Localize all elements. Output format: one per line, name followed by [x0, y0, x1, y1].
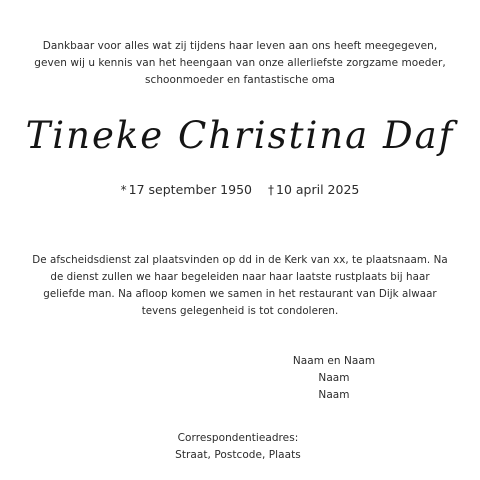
service-line: de dienst zullen we haar begeleiden naar haar laatste rustplaats bij haar: [50, 271, 430, 283]
signer-name: Naam en Naam: [292, 355, 376, 367]
correspondence-address: [168, 430, 308, 464]
correspondence-value: Straat, Postcode, Plaats: [175, 449, 301, 461]
signer-name: Naam: [318, 389, 350, 401]
death-date: 10 april 2025: [276, 182, 360, 197]
life-dates: [0, 181, 480, 199]
intro-line: schoonmoeder en fantastische oma: [145, 74, 335, 86]
service-line: tevens gelegenheid is tot condoleren.: [141, 305, 339, 317]
birth-star-icon: *: [120, 183, 127, 197]
death-cross-icon: †: [268, 183, 274, 197]
service-line: geliefde man. Na afloop komen we samen in het restaurant van Dijk alwaar: [43, 288, 437, 300]
intro-text: [0, 38, 480, 89]
deceased-name: Tineke Christina Daf: [25, 114, 455, 157]
service-line: De afscheidsdienst zal plaatsvinden op dd in de Kerk van xx, te plaatsnaam. Na: [32, 254, 448, 266]
correspondence-label: Correspondentieadres:: [177, 432, 299, 444]
birth-date: 17 september 1950: [128, 182, 252, 197]
intro-line: geven wij u kennis van het heengaan van onze allerliefste zorgzame moeder,: [34, 57, 446, 69]
signers: [264, 353, 404, 404]
intro-line: Dankbaar voor alles wat zij tijdens haar leven aan ons heeft meegegeven,: [42, 40, 438, 52]
signer-name: Naam: [318, 372, 350, 384]
service-text: [0, 252, 480, 320]
